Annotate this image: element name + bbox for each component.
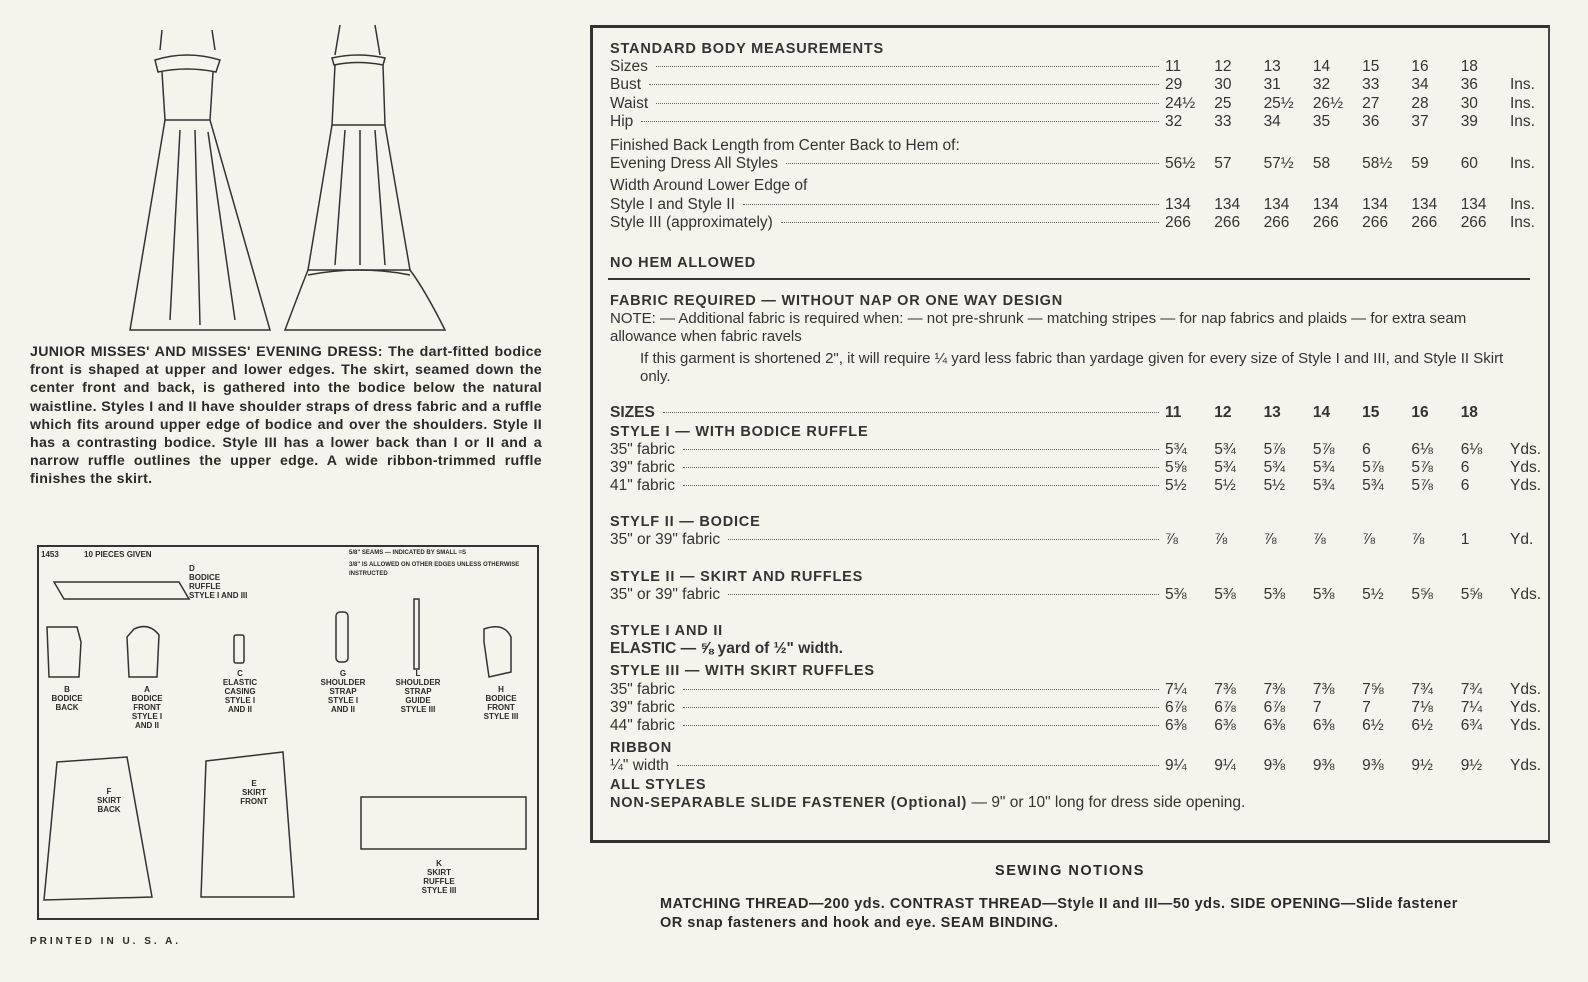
row-label: Sizes bbox=[610, 58, 648, 76]
value-cell: 6⅜ bbox=[1214, 717, 1236, 735]
style-1-heading: STYLE I — WITH BODICE RUFFLE bbox=[610, 423, 869, 440]
dot-leader bbox=[677, 765, 1159, 766]
value-cell: 6⅛ bbox=[1411, 440, 1433, 458]
row-values bbox=[1165, 404, 1510, 422]
value-cell: 5⅝ bbox=[1460, 585, 1483, 603]
value-cell: 6⅜ bbox=[1263, 717, 1286, 735]
row-label: ¼" width bbox=[610, 757, 669, 775]
value-cell: 5½ bbox=[1263, 477, 1286, 495]
value-cell: 36 bbox=[1362, 112, 1380, 130]
value-cell: 14 bbox=[1312, 404, 1331, 422]
value-cell: 7¼ bbox=[1165, 680, 1187, 698]
piece-g-label: G SHOULDER STRAP STYLE I AND II bbox=[320, 669, 366, 714]
fastener-label: NON-SEPARABLE SLIDE FASTENER (Optional) bbox=[610, 794, 968, 811]
value-cell: 9½ bbox=[1460, 757, 1483, 775]
value-cell: 24½ bbox=[1165, 94, 1196, 112]
value-cell: 6⅞ bbox=[1214, 698, 1236, 716]
value-cell: ⅞ bbox=[1263, 531, 1277, 549]
dot-leader bbox=[663, 412, 1159, 413]
value-cell: ⅞ bbox=[1165, 531, 1178, 549]
row-label: 35" or 39" fabric bbox=[610, 585, 721, 603]
unit: Ins. bbox=[1510, 76, 1535, 94]
value-cell: 266 bbox=[1460, 213, 1487, 231]
unit: Ins. bbox=[1510, 213, 1535, 231]
row-values bbox=[1165, 699, 1510, 717]
dot-leader bbox=[683, 467, 1159, 468]
value-cell: 15 bbox=[1362, 404, 1380, 422]
value-cell: 9¼ bbox=[1165, 757, 1187, 775]
value-cell: 134 bbox=[1362, 195, 1388, 213]
value-cell: 25 bbox=[1214, 94, 1232, 112]
elastic-requirement: ELASTIC — ⅝ yard of ½" width. bbox=[610, 640, 843, 658]
row-values bbox=[1165, 196, 1510, 214]
unit: Ins. bbox=[1510, 155, 1535, 173]
style-2-skirt-heading: STYLE II — SKIRT AND RUFFLES bbox=[610, 568, 864, 585]
table-row bbox=[610, 76, 1540, 94]
row-group bbox=[610, 681, 1540, 736]
value-cell: 5⅝ bbox=[1411, 585, 1433, 603]
value-cell: 16 bbox=[1411, 58, 1429, 76]
value-cell: 33 bbox=[1214, 112, 1232, 130]
value-cell: 6⅜ bbox=[1312, 717, 1335, 735]
dot-leader bbox=[781, 222, 1159, 223]
unit: Ins. bbox=[1510, 195, 1535, 213]
value-cell: 39 bbox=[1460, 112, 1478, 130]
dot-leader bbox=[683, 449, 1159, 450]
table-row bbox=[610, 95, 1540, 113]
value-cell: 30 bbox=[1460, 94, 1478, 112]
value-cell: 5¾ bbox=[1263, 458, 1286, 476]
unit: Yd. bbox=[1510, 531, 1534, 549]
value-cell: 7⅜ bbox=[1263, 680, 1286, 698]
value-cell: 7 bbox=[1362, 698, 1371, 716]
value-cell: 5¾ bbox=[1362, 477, 1384, 495]
value-cell: 60 bbox=[1460, 155, 1478, 173]
pattern-description: JUNIOR MISSES' AND MISSES' EVENING DRESS: The dart-fitted bodice front is shaped at upper and lower edges. The skirt, seamed down the center front and back, is gathered into the bodice below the natural waistline. Styles I and II have shoulder straps of dress fabric and a ruffle which fits around upper edge of bodice and over the shoulders. Style II has a contrasting bodice. Style III has a lower back than I or II and a narrow ruffle outlines the upper edge. A wide ribbon-trimmed ruffle finishes the skirt. bbox=[30, 344, 542, 488]
value-cell: 37 bbox=[1411, 112, 1429, 130]
piece-k-label: K SKIRT RUFFLE STYLE III bbox=[421, 859, 457, 895]
value-cell: 7 bbox=[1312, 698, 1322, 716]
row-group bbox=[610, 757, 1540, 775]
value-cell: 5⅜ bbox=[1214, 585, 1236, 603]
value-cell: 18 bbox=[1460, 404, 1478, 422]
value-cell: 27 bbox=[1362, 94, 1380, 112]
row-values bbox=[1165, 531, 1510, 549]
dress-style-3-illustration bbox=[285, 25, 445, 330]
row-values bbox=[1165, 757, 1510, 775]
value-cell: 5¾ bbox=[1214, 458, 1236, 476]
piece-l-label: L SHOULDER STRAP GUIDE STYLE III bbox=[395, 669, 441, 714]
value-cell: 7⅜ bbox=[1214, 680, 1236, 698]
unit: Ins. bbox=[1510, 112, 1535, 130]
value-cell: 12 bbox=[1214, 404, 1232, 422]
shortened-note: If this garment is shortened 2", it will require ¼ yard less fabric than yardage given for every size of Style I and III, and Style II Skirt only. bbox=[640, 350, 1504, 386]
table-row bbox=[610, 214, 1540, 232]
value-cell: 7¼ bbox=[1460, 698, 1483, 716]
unit: Yds. bbox=[1510, 680, 1542, 698]
value-cell: 134 bbox=[1165, 195, 1191, 213]
row-values bbox=[1165, 76, 1510, 94]
row-label: 39" fabric bbox=[610, 458, 675, 476]
row-values bbox=[1165, 459, 1510, 477]
fastener-line bbox=[610, 794, 1540, 812]
style-1-2-heading: STYLE I AND II bbox=[610, 623, 723, 640]
all-styles-heading: ALL STYLES bbox=[610, 776, 707, 793]
style-3-heading: STYLE III — WITH SKIRT RUFFLES bbox=[610, 663, 875, 680]
dot-leader bbox=[656, 103, 1159, 104]
value-cell: 15 bbox=[1362, 58, 1380, 76]
value-cell: 36 bbox=[1460, 76, 1478, 94]
value-cell: 32 bbox=[1165, 112, 1183, 130]
value-cell: 266 bbox=[1362, 213, 1388, 231]
value-cell: 134 bbox=[1312, 195, 1339, 213]
value-cell: 6¾ bbox=[1460, 717, 1483, 735]
table-row bbox=[610, 531, 1540, 549]
row-label: Bust bbox=[610, 76, 642, 94]
value-cell: 14 bbox=[1312, 58, 1331, 76]
table-row bbox=[610, 586, 1540, 604]
value-cell: 34 bbox=[1263, 112, 1281, 130]
piece-d-label: D BODICE RUFFLE STYLE I AND III bbox=[189, 564, 248, 600]
value-cell: 266 bbox=[1214, 213, 1241, 231]
value-cell: 6⅞ bbox=[1263, 698, 1286, 716]
value-cell: 58½ bbox=[1362, 155, 1393, 173]
value-cell: 59 bbox=[1411, 155, 1429, 173]
table-row bbox=[610, 155, 1540, 173]
value-cell: ⅞ bbox=[1362, 531, 1376, 549]
dress-style-1-illustration bbox=[130, 30, 270, 330]
table-row bbox=[610, 196, 1540, 214]
row-label: 44" fabric bbox=[610, 717, 675, 735]
fastener-text: — 9" or 10" long for dress side opening. bbox=[967, 793, 1246, 811]
piece-c-label: C ELASTIC CASING STYLE I AND II bbox=[222, 669, 258, 714]
value-cell: 5⅜ bbox=[1312, 585, 1335, 603]
piece-a-label: A BODICE FRONT STYLE I AND II bbox=[131, 685, 163, 730]
value-cell: 25½ bbox=[1263, 94, 1294, 112]
row-group bbox=[610, 531, 1540, 549]
table-row bbox=[610, 477, 1540, 495]
dot-leader bbox=[683, 485, 1159, 486]
value-cell: 9⅜ bbox=[1263, 757, 1286, 775]
row-values bbox=[1165, 681, 1510, 699]
dot-leader bbox=[683, 707, 1159, 708]
value-cell: 6 bbox=[1362, 440, 1371, 458]
dot-leader bbox=[786, 163, 1159, 164]
unit: Yds. bbox=[1510, 585, 1542, 603]
value-cell: 7¾ bbox=[1460, 680, 1483, 698]
ribbon-heading: RIBBON bbox=[610, 740, 672, 757]
printed-in-usa: PRINTED IN U. S. A. bbox=[30, 936, 182, 947]
value-cell: 134 bbox=[1460, 195, 1487, 213]
sewing-notions-title: SEWING NOTIONS bbox=[995, 863, 1145, 879]
row-values bbox=[1165, 155, 1510, 173]
row-label: SIZES bbox=[610, 404, 655, 422]
value-cell: 11 bbox=[1165, 58, 1182, 76]
value-cell: 6⅞ bbox=[1165, 698, 1187, 716]
dot-leader bbox=[728, 539, 1159, 540]
value-cell: 6⅛ bbox=[1460, 440, 1483, 458]
row-values bbox=[1165, 113, 1510, 131]
dot-leader bbox=[649, 84, 1159, 85]
value-cell: 58 bbox=[1312, 155, 1331, 173]
value-cell: 5⅜ bbox=[1263, 585, 1286, 603]
value-cell: 16 bbox=[1411, 404, 1429, 422]
dress-illustrations bbox=[120, 20, 460, 340]
value-cell: 5⅞ bbox=[1411, 477, 1433, 495]
value-cell: 57½ bbox=[1263, 155, 1294, 173]
table-row bbox=[610, 404, 1540, 422]
row-label: 35" fabric bbox=[610, 440, 675, 458]
seam-note-1: 5/8" SEAMS — INDICATED BY SMALL =S bbox=[349, 550, 467, 556]
value-cell: 5⅝ bbox=[1165, 458, 1187, 476]
row-group bbox=[610, 586, 1540, 604]
row-values bbox=[1165, 95, 1510, 113]
row-group bbox=[610, 441, 1540, 496]
value-cell: 5½ bbox=[1165, 477, 1187, 495]
row-group bbox=[610, 155, 1540, 173]
row-group bbox=[610, 196, 1540, 232]
measurements-table bbox=[610, 40, 1540, 812]
dot-leader bbox=[728, 594, 1159, 595]
row-values bbox=[1165, 58, 1510, 76]
value-cell: 7⅝ bbox=[1362, 680, 1384, 698]
unit: Yds. bbox=[1510, 458, 1542, 476]
value-cell: 30 bbox=[1214, 76, 1232, 94]
row-values bbox=[1165, 214, 1510, 232]
sewing-notions bbox=[660, 862, 1480, 933]
row-values bbox=[1165, 441, 1510, 459]
value-cell: 12 bbox=[1214, 58, 1232, 76]
pattern-number: 1453 bbox=[41, 550, 59, 559]
row-group bbox=[610, 58, 1540, 131]
row-label: Style I and Style II bbox=[610, 195, 735, 213]
pattern-piece-outlines bbox=[39, 547, 539, 919]
value-cell: 5¾ bbox=[1312, 477, 1335, 495]
value-cell: 266 bbox=[1165, 213, 1191, 231]
unit: Yds. bbox=[1510, 440, 1542, 458]
piece-h-label: H BODICE FRONT STYLE III bbox=[483, 685, 519, 721]
value-cell: 266 bbox=[1411, 213, 1438, 231]
value-cell: 134 bbox=[1263, 195, 1290, 213]
value-cell: 13 bbox=[1263, 404, 1281, 422]
value-cell: 5⅞ bbox=[1411, 458, 1433, 476]
value-cell: 11 bbox=[1165, 404, 1182, 422]
table-row bbox=[610, 717, 1540, 735]
unit: Yds. bbox=[1510, 477, 1542, 495]
value-cell: 5½ bbox=[1214, 477, 1236, 495]
value-cell: 5¾ bbox=[1165, 440, 1187, 458]
value-cell: 31 bbox=[1263, 76, 1281, 94]
seam-note-2: 3/8" IS ALLOWED ON OTHER EDGES UNLESS OTHERWISE INSTRUCTED bbox=[349, 562, 520, 577]
pieces-given: 10 PIECES GIVEN bbox=[84, 550, 152, 559]
value-cell: 9½ bbox=[1411, 757, 1433, 775]
value-cell: 34 bbox=[1411, 76, 1429, 94]
fabric-note: NOTE: — Additional fabric is required when: — not pre-shrunk — matching stripes — for nap fabrics and plaids — for extra seam allowance when fabric ravels bbox=[610, 310, 1467, 346]
value-cell: 13 bbox=[1263, 58, 1281, 76]
piece-e-label: E SKIRT FRONT bbox=[240, 779, 268, 806]
value-cell: 7⅜ bbox=[1312, 680, 1335, 698]
value-cell: 6½ bbox=[1411, 717, 1433, 735]
row-label: 35" or 39" fabric bbox=[610, 531, 721, 549]
value-cell: 6⅜ bbox=[1165, 717, 1187, 735]
row-values bbox=[1165, 586, 1510, 604]
dot-leader bbox=[683, 689, 1159, 690]
table-row bbox=[610, 58, 1540, 76]
no-hem-allowed: NO HEM ALLOWED bbox=[610, 254, 756, 271]
value-cell: 9⅜ bbox=[1312, 757, 1335, 775]
row-group bbox=[610, 404, 1540, 422]
table-row bbox=[610, 441, 1540, 459]
row-label: Style III (approximately) bbox=[610, 213, 773, 231]
dot-leader bbox=[683, 725, 1159, 726]
value-cell: 9¼ bbox=[1214, 757, 1236, 775]
dot-leader bbox=[641, 121, 1159, 122]
section-divider bbox=[608, 278, 1530, 280]
value-cell: 28 bbox=[1411, 94, 1429, 112]
value-cell: 5⅞ bbox=[1263, 440, 1286, 458]
dot-leader bbox=[656, 66, 1159, 67]
value-cell: 56½ bbox=[1165, 155, 1196, 173]
value-cell: 32 bbox=[1312, 76, 1331, 94]
body-measurements-title: STANDARD BODY MEASUREMENTS bbox=[610, 41, 885, 57]
value-cell: ⅞ bbox=[1411, 531, 1425, 549]
row-label: 35" fabric bbox=[610, 680, 675, 698]
value-cell: 5¾ bbox=[1214, 440, 1236, 458]
fabric-required-title: FABRIC REQUIRED — WITHOUT NAP OR ONE WAY DESIGN bbox=[610, 293, 1064, 310]
value-cell: 33 bbox=[1362, 76, 1380, 94]
value-cell: 5½ bbox=[1362, 585, 1384, 603]
value-cell: 29 bbox=[1165, 76, 1183, 94]
value-cell: 134 bbox=[1411, 195, 1438, 213]
value-cell: ⅞ bbox=[1312, 531, 1326, 549]
value-cell: 6 bbox=[1460, 477, 1470, 495]
row-values bbox=[1165, 717, 1510, 735]
value-cell: 7¾ bbox=[1411, 680, 1433, 698]
value-cell: 6½ bbox=[1362, 717, 1384, 735]
table-row bbox=[610, 459, 1540, 477]
row-label: 41" fabric bbox=[610, 477, 675, 495]
row-label: Waist bbox=[610, 94, 649, 112]
value-cell: 5⅞ bbox=[1362, 458, 1384, 476]
value-cell: 7⅛ bbox=[1411, 698, 1433, 716]
value-cell: ⅞ bbox=[1214, 531, 1228, 549]
row-label: Evening Dress All Styles bbox=[610, 155, 778, 173]
value-cell: 26½ bbox=[1312, 94, 1344, 112]
value-cell: 134 bbox=[1214, 195, 1241, 213]
dot-leader bbox=[743, 204, 1159, 205]
value-cell: 5¾ bbox=[1312, 458, 1335, 476]
unit: Yds. bbox=[1510, 717, 1542, 735]
value-cell: 5⅜ bbox=[1165, 585, 1187, 603]
value-cell: 266 bbox=[1263, 213, 1290, 231]
width-heading: Width Around Lower Edge of bbox=[610, 177, 808, 195]
piece-b-label: B BODICE BACK bbox=[51, 685, 83, 712]
unit: Yds. bbox=[1510, 757, 1542, 775]
piece-f-label: F SKIRT BACK bbox=[97, 787, 121, 814]
back-length-heading: Finished Back Length from Center Back to Hem of: bbox=[610, 136, 960, 154]
table-row bbox=[610, 113, 1540, 131]
value-cell: 57 bbox=[1214, 155, 1232, 173]
unit: Ins. bbox=[1510, 94, 1535, 112]
row-label: Hip bbox=[610, 112, 634, 130]
value-cell: 6 bbox=[1460, 458, 1470, 476]
row-values bbox=[1165, 477, 1510, 495]
value-cell: 266 bbox=[1312, 213, 1339, 231]
table-row bbox=[610, 681, 1540, 699]
sewing-notions-text: MATCHING THREAD—200 yds. CONTRAST THREAD—Style II and III—50 yds. SIDE OPENING—Slide fastener OR snap fasteners and hook and eye. SEAM BINDING. bbox=[660, 896, 1458, 931]
style-2-bodice-heading: STYLF II — BODICE bbox=[610, 514, 761, 531]
value-cell: 35 bbox=[1312, 112, 1331, 130]
pattern-pieces-diagram bbox=[37, 545, 539, 920]
value-cell: 9⅜ bbox=[1362, 757, 1384, 775]
table-row bbox=[610, 699, 1540, 717]
row-label: 39" fabric bbox=[610, 698, 675, 716]
value-cell: 5⅞ bbox=[1312, 440, 1335, 458]
unit: Yds. bbox=[1510, 698, 1542, 716]
value-cell: 1 bbox=[1460, 531, 1470, 549]
table-row bbox=[610, 757, 1540, 775]
value-cell: 18 bbox=[1460, 58, 1478, 76]
